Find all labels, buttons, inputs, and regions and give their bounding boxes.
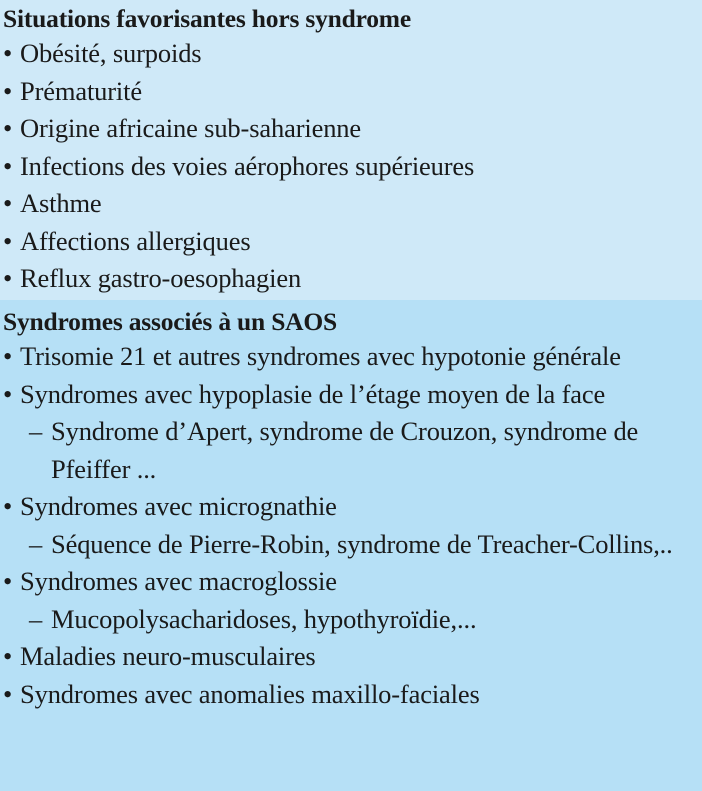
bullet-icon: • (3, 341, 13, 371)
bullet-icon: • (3, 38, 13, 68)
bullet-icon: • (3, 113, 13, 143)
section-heading: Syndromes associés à un SAOS (3, 307, 338, 336)
bullet-icon: • (3, 188, 13, 218)
sub-list-item (3, 526, 698, 564)
list-item-text: Prématurité (20, 75, 142, 106)
sub-list-item-text: Syndrome d’Apert, syndrome de Crouzon, syndrome de Pfeiffer ... (51, 416, 639, 484)
list-item (3, 338, 698, 376)
bullet-icon: • (3, 75, 13, 106)
list-item-text: Syndromes avec hypoplasie de l’étage moyen de la face (20, 378, 606, 409)
bullet-icon: • (3, 225, 13, 256)
list-item-text: Origine africaine sub-saharienne (20, 113, 362, 143)
list-item-text: Syndromes avec anomalies maxillo-faciales (20, 678, 480, 709)
bullet-icon: • (3, 678, 13, 709)
bullet-icon: • (3, 150, 13, 181)
sub-list-item-text: Séquence de Pierre-Robin, syndrome de Treacher-Collins,.. (51, 528, 673, 559)
section-associated-syndromes (0, 300, 702, 791)
list-item (3, 676, 698, 714)
bullet-icon: • (3, 641, 13, 671)
list-item (3, 35, 698, 73)
list-item (3, 260, 698, 298)
list-item-text: Affections allergiques (20, 225, 251, 256)
dash-icon: – (29, 528, 43, 559)
list-item (3, 563, 698, 601)
bullet-icon: • (3, 491, 13, 521)
dash-icon: – (29, 416, 43, 446)
sub-list-item (3, 413, 698, 488)
list-item-text: Maladies neuro-musculaires (20, 641, 316, 671)
bullet-icon: • (3, 263, 13, 293)
section-risk-factors (0, 0, 702, 300)
list-item-text: Obésité, surpoids (20, 38, 202, 68)
list-item (3, 148, 698, 186)
dash-icon: – (29, 603, 43, 634)
list-item (3, 223, 698, 261)
list-item (3, 638, 698, 676)
list-item-text: Reflux gastro-oesophagien (20, 263, 302, 293)
list-item-text: Trisomie 21 et autres syndromes avec hypotonie générale (20, 341, 621, 371)
list-item (3, 73, 698, 111)
list-item (3, 110, 698, 148)
sub-list-item-text: Mucopolysacharidoses, hypothyroïdie,... (51, 603, 477, 634)
list-item-text: Asthme (20, 188, 102, 218)
bullet-icon: • (3, 566, 13, 596)
sub-list-item (3, 601, 698, 639)
section-heading: Situations favorisantes hors syndrome (3, 4, 411, 33)
list-item (3, 488, 698, 526)
list-item-text: Syndromes avec macroglossie (20, 566, 337, 596)
list-item (3, 376, 698, 414)
bullet-icon: • (3, 378, 13, 409)
list-item (3, 185, 698, 223)
list-item-text: Infections des voies aérophores supérieures (20, 150, 475, 181)
list-item-text: Syndromes avec micrognathie (20, 491, 337, 521)
